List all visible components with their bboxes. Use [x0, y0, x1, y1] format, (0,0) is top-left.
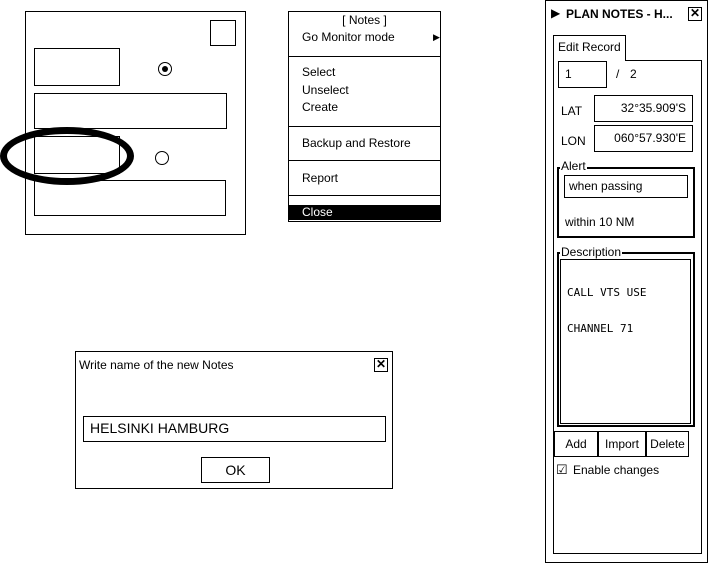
add-button[interactable]: Add	[554, 431, 598, 457]
lat-value-field[interactable]: 32°35.909'S	[594, 95, 693, 122]
delete-button[interactable]: Delete	[646, 431, 689, 457]
panel-title: PLAN NOTES - H...	[566, 7, 673, 21]
description-line: CHANNEL 71	[567, 322, 634, 335]
lat-label: LAT	[561, 104, 583, 118]
menu-item-go-monitor[interactable]	[302, 30, 438, 45]
menu-item-close-label: Close	[302, 205, 333, 219]
menu-title: [ Notes ]	[342, 13, 387, 27]
collapse-arrow-icon[interactable]: ▶	[551, 6, 561, 20]
new-notes-name-dialog	[75, 351, 393, 489]
lon-label: LON	[561, 134, 586, 148]
record-total: 2	[630, 67, 637, 81]
highlight-ellipse	[0, 127, 134, 185]
menu-separator	[289, 195, 440, 196]
dialog-title: Write name of the new Notes	[79, 358, 234, 372]
diagram-small-field	[34, 48, 120, 86]
description-legend: Description	[561, 245, 622, 259]
tab-edit-record[interactable]	[553, 35, 626, 61]
edit-record-page	[553, 60, 702, 554]
lon-value-field[interactable]: 060°57.930'E	[594, 125, 693, 152]
menu-item-go-monitor-label: Go Monitor mode	[302, 30, 395, 44]
diagram-radio	[155, 151, 169, 165]
diagram-bottom-field	[34, 180, 226, 216]
record-separator: /	[616, 67, 620, 81]
submenu-arrow-icon: ▶	[433, 32, 440, 42]
diagram-wide-field	[34, 93, 227, 129]
checkbox-checked-icon: ☑	[556, 462, 568, 477]
description-textarea[interactable]	[560, 259, 691, 424]
menu-item-report[interactable]: Report	[302, 171, 339, 185]
diagram-corner-box	[210, 20, 236, 46]
menu-item-create[interactable]: Create	[302, 100, 339, 114]
enable-changes-checkbox[interactable]	[556, 463, 659, 479]
menu-item-close[interactable]	[289, 205, 440, 220]
dialog-layout-diagram	[25, 11, 246, 235]
alert-group	[557, 167, 695, 238]
menu-separator	[289, 56, 440, 57]
ok-button[interactable]: OK	[201, 457, 270, 483]
menu-item-select[interactable]: Select	[302, 65, 336, 79]
record-index-field[interactable]: 1	[558, 61, 607, 88]
menu-item-unselect[interactable]: Unselect	[302, 83, 349, 97]
alert-range-text: within 10 NM	[565, 215, 635, 229]
description-line: CALL VTS USE	[567, 286, 647, 299]
description-group	[557, 252, 695, 427]
tab-edit-record-label: Edit Record	[558, 40, 621, 54]
menu-item-backup-restore[interactable]: Backup and Restore	[302, 136, 411, 150]
alert-select[interactable]: when passing	[564, 175, 688, 198]
enable-changes-label: Enable changes	[573, 463, 660, 477]
import-button[interactable]: Import	[598, 431, 646, 457]
alert-legend: Alert	[561, 159, 586, 173]
panel-close-button[interactable]: ✕	[689, 6, 701, 20]
notes-name-input[interactable]: HELSINKI HAMBURG	[83, 416, 386, 442]
menu-separator	[289, 160, 440, 161]
notes-context-menu	[288, 11, 441, 222]
menu-separator	[289, 126, 440, 127]
diagram-radio-selected	[158, 62, 172, 76]
dialog-close-button[interactable]: ✕	[375, 357, 387, 371]
plan-notes-panel	[545, 0, 708, 563]
